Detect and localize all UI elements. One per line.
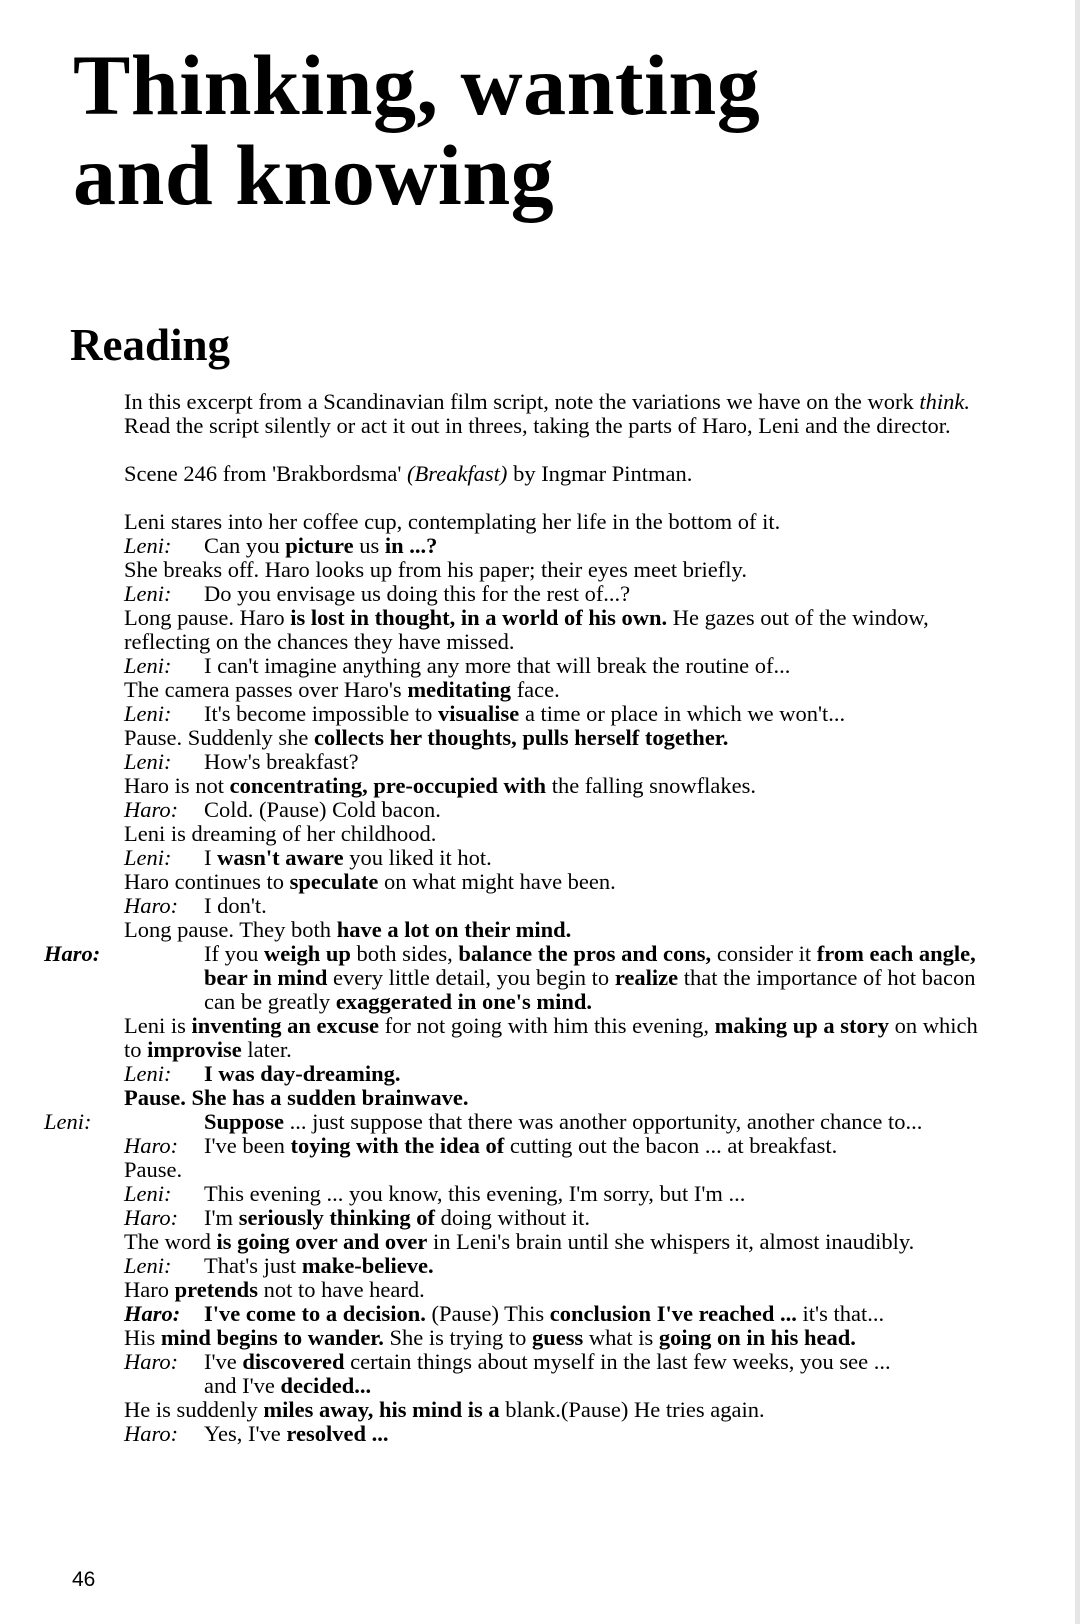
intro-italic: think. xyxy=(919,389,971,414)
intro-text: In this excerpt from a Scandinavian film script, note the variations we have on the work xyxy=(124,389,920,414)
script-line: Leni: Do you envisage us doing this for the rest of...? xyxy=(124,581,631,606)
script-line: Haro: I'm seriously thinking of doing without it. xyxy=(124,1205,590,1230)
speaker-label: Leni: xyxy=(124,845,172,870)
script-line-continued: and I've decided... xyxy=(204,1373,372,1398)
script-line: Haro pretends not to have heard. xyxy=(124,1277,425,1302)
speaker-label: Leni: xyxy=(124,533,172,558)
speaker-label: Leni: xyxy=(124,653,172,678)
script-line: Leni is inventing an excuse for not going with him this evening, making up a story on which to improvise later. xyxy=(124,1013,978,1062)
script-line: Leni: Suppose ... just suppose that there was another opportunity, another chance to... xyxy=(44,1109,923,1134)
scene-italic: (Breakfast) xyxy=(407,461,508,486)
script-line: Leni: This evening ... you know, this evening, I'm sorry, but I'm ... xyxy=(124,1181,746,1206)
title-line-1: Thinking, wanting xyxy=(73,37,761,133)
script-line: His mind begins to wander. She is trying to guess what is going on in his head. xyxy=(124,1325,856,1350)
speaker-label: Haro: xyxy=(124,1301,181,1326)
speaker-label: Haro: xyxy=(124,1349,179,1374)
script-line: Haro: Cold. (Pause) Cold bacon. xyxy=(124,797,441,822)
speaker-label: Leni: xyxy=(124,1181,172,1206)
script-line: Haro continues to speculate on what might have been. xyxy=(124,869,616,894)
intro-paragraph-1 xyxy=(124,390,984,414)
script-line: Haro: I've discovered certain things about myself in the last few weeks, you see ... xyxy=(124,1349,891,1374)
script-line: Haro is not concentrating, pre-occupied with the falling snowflakes. xyxy=(124,773,757,798)
scene-text: Scene 246 from 'Brakbordsma' xyxy=(124,461,408,486)
page-title xyxy=(73,37,1033,223)
speaker-label: Leni: xyxy=(124,1253,172,1278)
section-heading: Reading xyxy=(70,320,231,370)
body-text xyxy=(44,389,984,1446)
script-line: Haro: I've been toying with the idea of cutting out the bacon ... at breakfast. xyxy=(124,1133,838,1158)
intro-paragraph-2: Read the script silently or act it out in threes, taking the parts of Haro, Leni and the director. xyxy=(124,413,951,438)
script-line: Haro: I've come to a decision. (Pause) This conclusion I've reached ... it's that... xyxy=(124,1301,885,1326)
script-line: Pause. xyxy=(124,1157,183,1182)
script-line: The camera passes over Haro's meditating face. xyxy=(124,677,560,702)
script-line: Leni: How's breakfast? xyxy=(124,749,359,774)
scene-line xyxy=(124,462,984,486)
script-line: Leni stares into her coffee cup, contemplating her life in the bottom of it. xyxy=(124,509,781,534)
speaker-label: Leni: xyxy=(124,701,172,726)
title-line-2: and knowing xyxy=(73,127,555,223)
script-line: Leni: It's become impossible to visualise a time or place in which we won't... xyxy=(124,701,846,726)
script-line: Haro: If you weigh up both sides, balance the pros and cons, consider it from each angle, bear in mind every little detail, you begin to realize that the importance of hot bacon can be greatly exaggerated in one's mind. xyxy=(44,941,976,1014)
script-line: Haro: Yes, I've resolved ... xyxy=(124,1421,389,1446)
script-line: Leni: Can you picture us in ...? xyxy=(124,533,438,558)
page-edge xyxy=(1075,0,1080,1624)
speaker-label: Leni: xyxy=(124,581,172,606)
script-line: She breaks off. Haro looks up from his paper; their eyes meet briefly. xyxy=(124,557,747,582)
script-line: Haro: I don't. xyxy=(124,893,267,918)
script-line: The word is going over and over in Leni's brain until she whispers it, almost inaudibly. xyxy=(124,1229,915,1254)
script-line: Leni is dreaming of her childhood. xyxy=(124,821,437,846)
script-line: He is suddenly miles away, his mind is a blank.(Pause) He tries again. xyxy=(124,1397,765,1422)
speaker-label: Leni: xyxy=(124,749,172,774)
script-line: Leni: I can't imagine anything any more that will break the routine of... xyxy=(124,653,791,678)
speaker-label: Leni: xyxy=(124,1061,172,1086)
script-block xyxy=(44,509,984,1446)
speaker-label: Haro: xyxy=(124,797,179,822)
speaker-label: Haro: xyxy=(124,1421,179,1446)
script-line: Long pause. Haro is lost in thought, in a world of his own. He gazes out of the window, reflecting on the chances they have missed. xyxy=(124,605,929,654)
script-line: Pause. She has a sudden brainwave. xyxy=(124,1085,469,1110)
page-number: 46 xyxy=(72,1568,96,1591)
script-line: Leni: I wasn't aware you liked it hot. xyxy=(124,845,492,870)
speaker-label: Haro: xyxy=(124,1133,179,1158)
speaker-label: Leni: xyxy=(44,1109,92,1134)
script-line: Pause. Suddenly she collects her thoughts, pulls herself together. xyxy=(124,725,729,750)
script-line: Leni: That's just make-believe. xyxy=(124,1253,434,1278)
script-line: Long pause. They both have a lot on their mind. xyxy=(124,917,572,942)
speaker-label: Haro: xyxy=(124,893,179,918)
speaker-label: Haro: xyxy=(124,1205,179,1230)
script-line: Leni: I was day-dreaming. xyxy=(124,1061,401,1086)
speaker-label: Haro: xyxy=(44,941,101,966)
scene-text-end: by Ingmar Pintman. xyxy=(507,461,693,486)
